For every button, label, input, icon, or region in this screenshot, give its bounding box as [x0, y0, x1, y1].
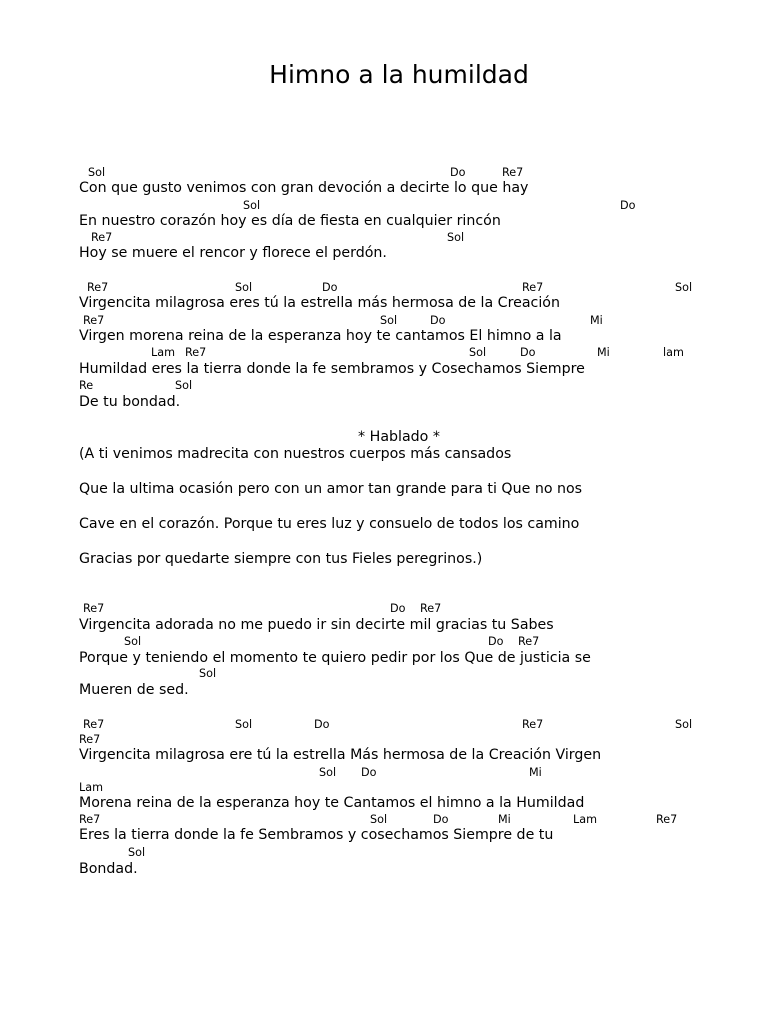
- chord: Sol: [675, 718, 693, 731]
- chord: Sol: [370, 813, 388, 826]
- chord: Mi: [597, 346, 610, 359]
- chord: Do: [433, 813, 449, 826]
- lyric-line: En nuestro corazón hoy es día de fiesta en cualquier rincón: [79, 213, 501, 229]
- chord: Sol: [235, 281, 253, 294]
- chord: Do: [322, 281, 338, 294]
- chord: Do: [361, 766, 377, 779]
- chord: Re7: [79, 733, 101, 746]
- chord: Do: [520, 346, 536, 359]
- chord: Sol: [235, 718, 253, 731]
- chord: Re7: [656, 813, 678, 826]
- chord: Sol: [447, 231, 465, 244]
- chord: Re7: [83, 718, 105, 731]
- lyric-line: Virgen morena reina de la esperanza hoy te cantamos El himno a la: [79, 328, 562, 344]
- lyric-line: Mueren de sed.: [79, 682, 189, 698]
- chord: Sol: [199, 667, 217, 680]
- page-title: Himno a la humildad: [269, 60, 529, 89]
- chord: Mi: [498, 813, 511, 826]
- lyric-line: Bondad.: [79, 861, 138, 877]
- lyric-line: Virgencita milagrosa eres tú la estrella más hermosa de la Creación: [79, 295, 560, 311]
- lyric-line: Hoy se muere el rencor y florece el perdón.: [79, 245, 387, 261]
- chord: Sol: [243, 199, 261, 212]
- chord: Re7: [83, 314, 105, 327]
- lyric-line: Porque y teniendo el momento te quiero pedir por los Que de justicia se: [79, 650, 591, 666]
- chord: Do: [314, 718, 330, 731]
- spoken-line: Gracias por quedarte siempre con tus Fieles peregrinos.): [79, 551, 483, 567]
- chord: Sol: [88, 166, 106, 179]
- chord: Do: [390, 602, 406, 615]
- chord: Sol: [175, 379, 193, 392]
- chord: Sol: [380, 314, 398, 327]
- lyric-line: Eres la tierra donde la fe Sembramos y cosechamos Siempre de tu: [79, 827, 554, 843]
- chord: Sol: [128, 846, 146, 859]
- chord: Do: [488, 635, 504, 648]
- chord: Re7: [79, 813, 101, 826]
- chord: Re7: [83, 602, 105, 615]
- chord: Sol: [124, 635, 142, 648]
- spoken-line: Que la ultima ocasión pero con un amor tan grande para ti Que no nos: [79, 481, 583, 497]
- lyric-line: Morena reina de la esperanza hoy te Cantamos el himno a la Humildad: [79, 795, 585, 811]
- spoken-line: Cave en el corazón. Porque tu eres luz y consuelo de todos los camino: [79, 516, 580, 532]
- lyric-line: De tu bondad.: [79, 394, 181, 410]
- lyric-line: Con que gusto venimos con gran devoción a decirte lo que hay: [79, 180, 529, 196]
- chord: Sol: [469, 346, 487, 359]
- chord: Re7: [420, 602, 442, 615]
- chord: Re7: [522, 718, 544, 731]
- chord: Re7: [522, 281, 544, 294]
- chord: Lam: [79, 781, 103, 794]
- chord: Do: [620, 199, 636, 212]
- spoken-line: (A ti venimos madrecita con nuestros cuerpos más cansados: [79, 446, 512, 462]
- chord: Do: [430, 314, 446, 327]
- lyric-line: Virgencita adorada no me puedo ir sin decirte mil gracias tu Sabes: [79, 617, 554, 633]
- chord: Mi: [529, 766, 542, 779]
- chord: Lam: [151, 346, 175, 359]
- chord: Re7: [87, 281, 109, 294]
- chord: Re7: [185, 346, 207, 359]
- chord: Re7: [502, 166, 524, 179]
- chord: Re: [79, 379, 94, 392]
- chord: Lam: [573, 813, 597, 826]
- chord: Do: [450, 166, 466, 179]
- chord: Sol: [675, 281, 693, 294]
- chord: Re7: [91, 231, 113, 244]
- chord: Mi: [590, 314, 603, 327]
- chord: Re7: [518, 635, 540, 648]
- lyric-line: Humildad eres la tierra donde la fe sembramos y Cosechamos Siempre: [79, 361, 585, 377]
- chord: Sol: [319, 766, 337, 779]
- chord: lam: [663, 346, 684, 359]
- spoken-heading: * Hablado *: [358, 429, 440, 445]
- lyric-line: Virgencita milagrosa ere tú la estrella Más hermosa de la Creación Virgen: [79, 747, 602, 763]
